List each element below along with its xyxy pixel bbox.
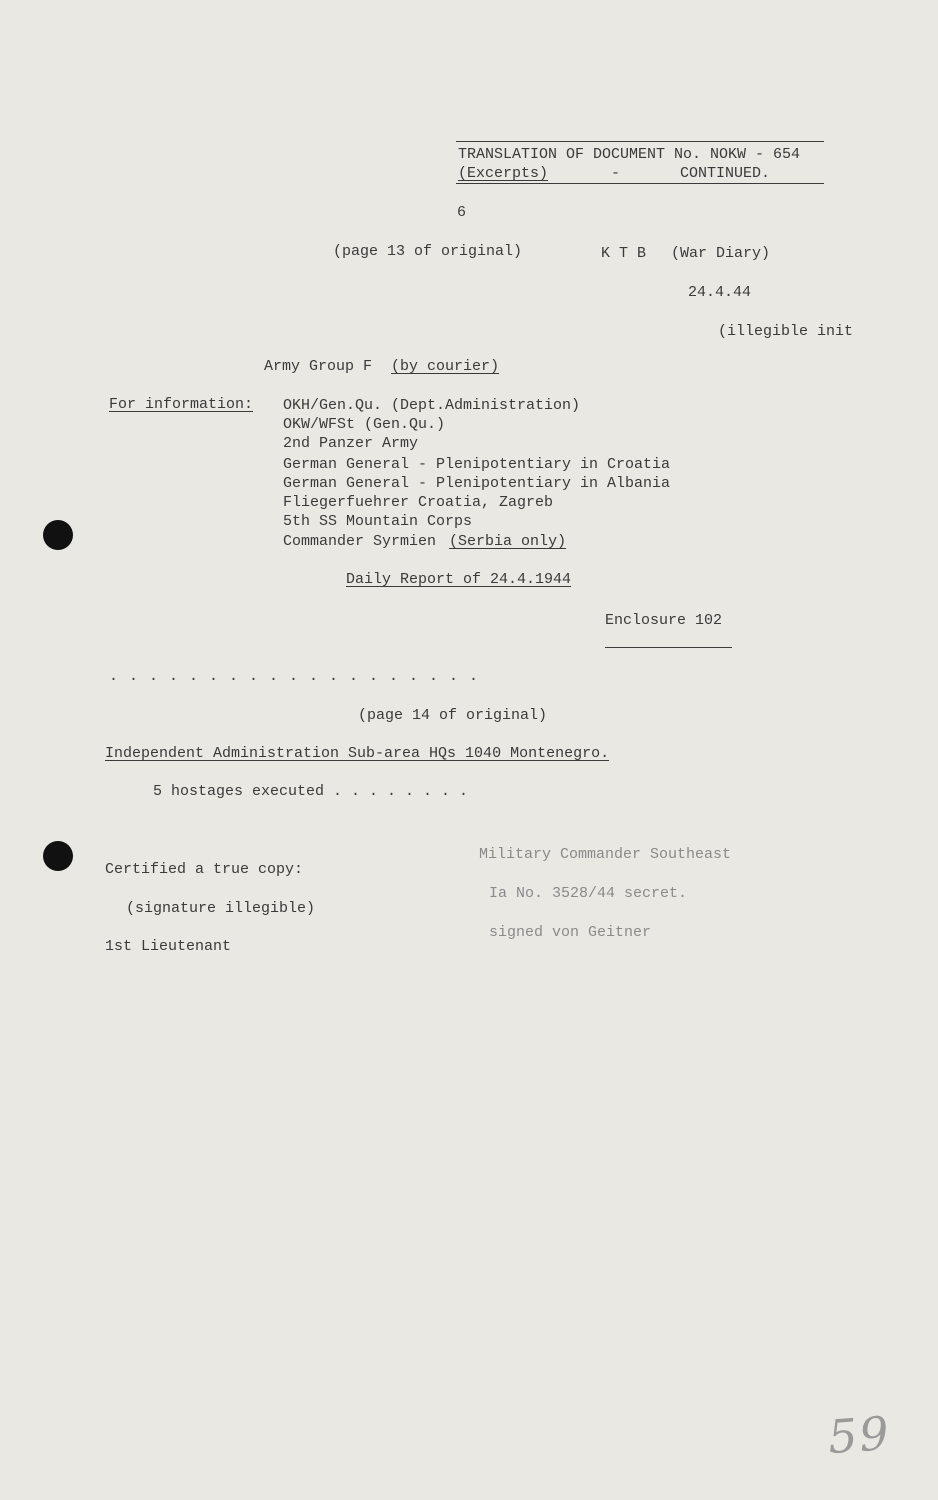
recipient-okh: OKH/Gen.Qu. (Dept.Administration) xyxy=(283,397,581,414)
document-title: TRANSLATION OF DOCUMENT No. NOKW - 654 xyxy=(458,146,801,163)
recipient-plenipotentiary-croatia: German General - Plenipotentiary in Croatia xyxy=(283,456,671,473)
recipient-okw: OKW/WFSt (Gen.Qu.) xyxy=(283,416,446,433)
page-number: 6 xyxy=(457,204,467,221)
hostages-line: 5 hostages executed . . . . . . . . xyxy=(153,783,469,800)
recipient-syrmien xyxy=(283,533,566,551)
enclosure-label: Enclosure 102 xyxy=(605,612,723,629)
addressee xyxy=(264,358,499,376)
page-reference-13: (page 13 of original) xyxy=(333,243,523,260)
date: 24.4.44 xyxy=(688,284,752,301)
sub-area-heading: Independent Administration Sub-area HQs 1040 Montenegro. xyxy=(105,745,610,762)
military-commander: Military Commander Southeast xyxy=(479,846,732,863)
punch-hole-top xyxy=(43,520,73,550)
ia-number: Ia No. 3528/44 secret. xyxy=(489,885,688,902)
signed-by: signed von Geitner xyxy=(489,924,652,941)
ktb-label: K T B xyxy=(601,245,647,262)
page-reference-14: (page 14 of original) xyxy=(358,707,548,724)
signature-illegible: (signature illegible) xyxy=(126,900,316,917)
recipient-syrmien-note: (Serbia only) xyxy=(449,533,567,550)
recipient-5th-ss: 5th SS Mountain Corps xyxy=(283,513,473,530)
excerpts-label: (Excerpts) xyxy=(458,165,549,182)
continued-label: CONTINUED. xyxy=(680,165,771,182)
illegible-initials: (illegible init xyxy=(718,323,854,340)
addressee-name: Army Group F xyxy=(264,358,373,375)
certified-copy: Certified a true copy: xyxy=(105,861,304,878)
enclosure-rule xyxy=(605,647,732,648)
daily-report-heading: Daily Report of 24.4.1944 xyxy=(346,571,572,588)
war-diary-label: (War Diary) xyxy=(671,245,771,262)
delivery-method: (by courier) xyxy=(391,358,500,375)
recipient-syrmien-name: Commander Syrmien xyxy=(283,533,437,550)
header-bottom-rule xyxy=(456,183,824,184)
handwritten-page-number: 59 xyxy=(826,1405,893,1465)
recipient-plenipotentiary-albania: German General - Plenipotentiary in Albania xyxy=(283,475,671,492)
recipient-fliegerfuehrer: Fliegerfuehrer Croatia, Zagreb xyxy=(283,494,554,511)
ellipsis-separator: . . . . . . . . . . . . . . . . . . . xyxy=(109,668,480,685)
rank: 1st Lieutenant xyxy=(105,938,232,955)
for-information-label: For information: xyxy=(109,396,254,413)
punch-hole-bottom xyxy=(43,841,73,871)
header-top-rule xyxy=(456,141,824,142)
recipient-2nd-panzer: 2nd Panzer Army xyxy=(283,435,419,452)
subtitle-dash: - xyxy=(611,165,621,182)
